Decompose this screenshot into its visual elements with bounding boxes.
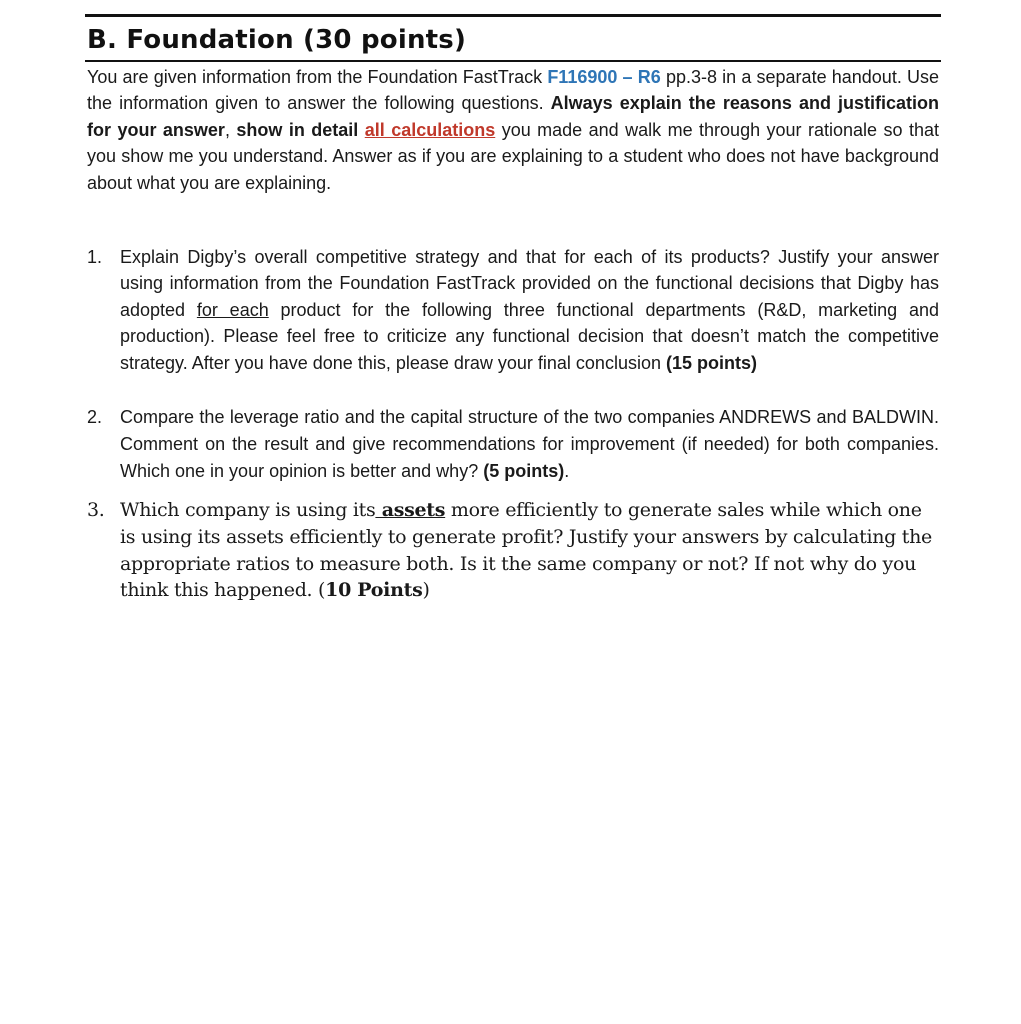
section-bottom-rule (85, 60, 941, 62)
question-2 (87, 404, 939, 485)
section-heading: B. Foundation (30 points) (87, 25, 467, 55)
question-number: 3. (87, 499, 105, 521)
question-number: 2. (87, 407, 103, 427)
question-text: Explain Digby’s overall competitive strategy and that for each of its products? Justify your answer using information from the Foundation FastTrack provided on the functional decisions that Digby has adopted for each product for the following three functional departments (R&D, marketing and production). Please feel free to criticize any functional decision that doesn’t match the competitive strategy. After you have done this, please draw your final conclusion (15 points) (120, 247, 939, 373)
question-3 (87, 497, 939, 604)
question-points: (5 points) (483, 461, 565, 481)
question-1 (87, 244, 939, 376)
question-text: Compare the leverage ratio and the capital structure of the two companies ANDREWS and BALDWIN. Comment on the result and give recommendations for improvement (if needed) for both companies. Which one in your opinion is better and why? (5 points). (120, 407, 939, 481)
intro-paragraph: You are given information from the Foundation FastTrack F116900 – R6 pp.3-8 in a separate handout. Use the information given to answer the following questions. Always explain the reasons and justification for your answer, show in detail all calculations you made and walk me through your rationale so that you show me you understand. Answer as if you are explaining to a student who does not have background about what you are explaining. (87, 67, 940, 193)
fasttrack-code: F116900 – R6 (547, 67, 661, 87)
question-text: Which company is using its assets more efficiently to generate sales while which one is using its assets efficiently to generate profit? Justify your answers by calculating the appropriate ratios to measure both. Is it the same company or not? If not why do you think this happened. (10 Points) (120, 499, 933, 602)
all-calculations-emphasis: all calculations (364, 119, 496, 140)
question-points: (15 points) (665, 352, 757, 373)
question-points: 10 Points (325, 579, 423, 602)
question-number: 1. (87, 247, 103, 267)
section-top-rule (85, 14, 941, 17)
assets-emphasis: assets (375, 499, 446, 521)
